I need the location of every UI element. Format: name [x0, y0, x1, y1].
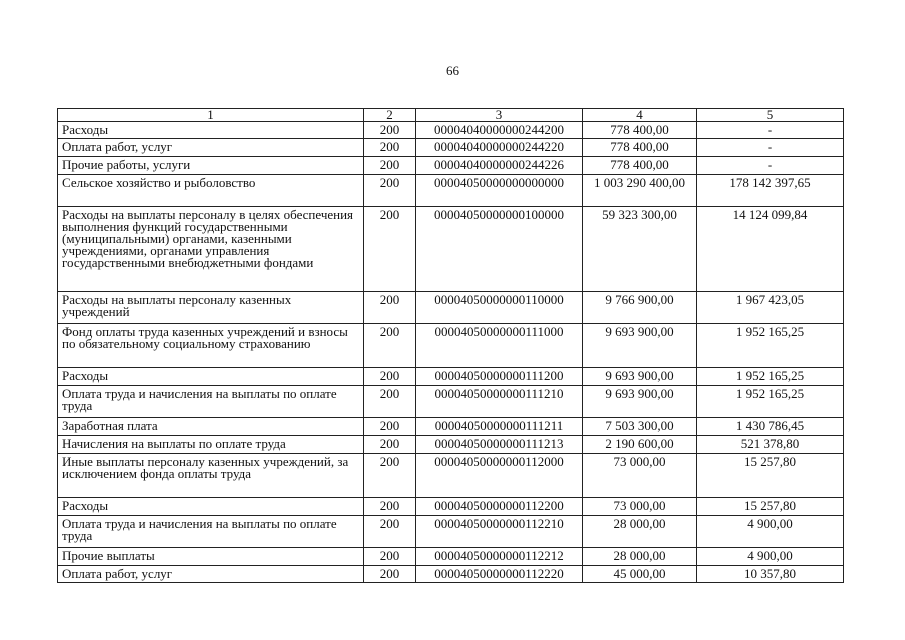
row-exec-amount: 10 357,80 — [697, 566, 844, 583]
row-name: Сельское хозяйство и рыболовство — [58, 175, 364, 207]
page-number: 66 — [446, 63, 459, 78]
row-line-code: 200 — [364, 292, 416, 324]
budget-table — [57, 108, 844, 583]
row-exec-amount: 1 430 786,45 — [697, 418, 844, 436]
row-name: Оплата труда и начисления на выплаты по оплате труда — [58, 386, 364, 418]
row-exec-amount: 15 257,80 — [697, 498, 844, 516]
row-plan-amount: 778 400,00 — [583, 157, 697, 175]
row-line-code: 200 — [364, 122, 416, 139]
row-budget-code: 00004040000000244200 — [416, 122, 583, 139]
row-budget-code: 00004040000000244226 — [416, 157, 583, 175]
row-line-code: 200 — [364, 139, 416, 157]
table-row — [58, 207, 844, 292]
row-name: Расходы на выплаты персоналу казенных учреждений — [58, 292, 364, 324]
row-name: Фонд оплаты труда казенных учреждений и взносы по обязательному социальному страхованию — [58, 324, 364, 368]
row-plan-amount: 778 400,00 — [583, 122, 697, 139]
row-line-code: 200 — [364, 386, 416, 418]
table-row — [58, 454, 844, 498]
row-plan-amount: 28 000,00 — [583, 548, 697, 566]
table-row — [58, 498, 844, 516]
row-plan-amount: 73 000,00 — [583, 454, 697, 498]
row-name: Иные выплаты персоналу казенных учреждений, за исключением фонда оплаты труда — [58, 454, 364, 498]
row-exec-amount: - — [697, 122, 844, 139]
row-budget-code: 00004050000000111200 — [416, 368, 583, 386]
table-row — [58, 139, 844, 157]
table-row — [58, 324, 844, 368]
row-line-code: 200 — [364, 516, 416, 548]
row-exec-amount: 15 257,80 — [697, 454, 844, 498]
row-budget-code: 00004050000000100000 — [416, 207, 583, 292]
row-name: Расходы — [58, 368, 364, 386]
header-cell: 2 — [364, 109, 416, 122]
header-row — [58, 109, 844, 122]
row-plan-amount: 778 400,00 — [583, 139, 697, 157]
row-name: Оплата труда и начисления на выплаты по оплате труда — [58, 516, 364, 548]
row-exec-amount: 14 124 099,84 — [697, 207, 844, 292]
row-plan-amount: 73 000,00 — [583, 498, 697, 516]
row-line-code: 200 — [364, 175, 416, 207]
row-plan-amount: 7 503 300,00 — [583, 418, 697, 436]
row-plan-amount: 1 003 290 400,00 — [583, 175, 697, 207]
row-plan-amount: 28 000,00 — [583, 516, 697, 548]
row-name: Начисления на выплаты по оплате труда — [58, 436, 364, 454]
table-row — [58, 418, 844, 436]
row-name: Расходы на выплаты персоналу в целях обеспечения выполнения функций государственными (муниципальными) органами, казенными учреждениями, органами управления государственными внебюджетными фондами — [58, 207, 364, 292]
row-name: Расходы — [58, 498, 364, 516]
table-row — [58, 566, 844, 583]
table-row — [58, 548, 844, 566]
row-budget-code: 00004050000000000000 — [416, 175, 583, 207]
table-row — [58, 516, 844, 548]
row-exec-amount: 4 900,00 — [697, 516, 844, 548]
row-plan-amount: 9 766 900,00 — [583, 292, 697, 324]
row-line-code: 200 — [364, 157, 416, 175]
row-plan-amount: 9 693 900,00 — [583, 368, 697, 386]
row-name: Расходы — [58, 122, 364, 139]
row-line-code: 200 — [364, 368, 416, 386]
row-exec-amount: - — [697, 139, 844, 157]
row-line-code: 200 — [364, 548, 416, 566]
row-line-code: 200 — [364, 498, 416, 516]
row-name: Оплата работ, услуг — [58, 139, 364, 157]
header-cell: 5 — [697, 109, 844, 122]
row-line-code: 200 — [364, 207, 416, 292]
row-plan-amount: 9 693 900,00 — [583, 386, 697, 418]
row-line-code: 200 — [364, 436, 416, 454]
row-budget-code: 00004040000000244220 — [416, 139, 583, 157]
row-exec-amount: 1 952 165,25 — [697, 368, 844, 386]
row-budget-code: 00004050000000111210 — [416, 386, 583, 418]
table-row — [58, 157, 844, 175]
row-exec-amount: - — [697, 157, 844, 175]
row-line-code: 200 — [364, 324, 416, 368]
row-budget-code: 00004050000000112000 — [416, 454, 583, 498]
row-line-code: 200 — [364, 418, 416, 436]
row-plan-amount: 2 190 600,00 — [583, 436, 697, 454]
row-exec-amount: 1 967 423,05 — [697, 292, 844, 324]
row-budget-code: 00004050000000112220 — [416, 566, 583, 583]
row-exec-amount: 178 142 397,65 — [697, 175, 844, 207]
header-cell: 1 — [58, 109, 364, 122]
table-row — [58, 368, 844, 386]
table-row — [58, 386, 844, 418]
row-name: Заработная плата — [58, 418, 364, 436]
table-row — [58, 436, 844, 454]
row-exec-amount: 1 952 165,25 — [697, 324, 844, 368]
row-plan-amount: 9 693 900,00 — [583, 324, 697, 368]
row-exec-amount: 1 952 165,25 — [697, 386, 844, 418]
header-cell: 3 — [416, 109, 583, 122]
row-plan-amount: 59 323 300,00 — [583, 207, 697, 292]
row-exec-amount: 521 378,80 — [697, 436, 844, 454]
row-name: Оплата работ, услуг — [58, 566, 364, 583]
row-exec-amount: 4 900,00 — [697, 548, 844, 566]
row-line-code: 200 — [364, 566, 416, 583]
table-row — [58, 175, 844, 207]
row-line-code: 200 — [364, 454, 416, 498]
row-budget-code: 00004050000000112210 — [416, 516, 583, 548]
row-budget-code: 00004050000000111211 — [416, 418, 583, 436]
row-name: Прочие выплаты — [58, 548, 364, 566]
header-cell: 4 — [583, 109, 697, 122]
row-budget-code: 00004050000000112212 — [416, 548, 583, 566]
row-name: Прочие работы, услуги — [58, 157, 364, 175]
row-budget-code: 00004050000000112200 — [416, 498, 583, 516]
row-budget-code: 00004050000000111213 — [416, 436, 583, 454]
row-budget-code: 00004050000000110000 — [416, 292, 583, 324]
table-row — [58, 122, 844, 139]
table-row — [58, 292, 844, 324]
row-plan-amount: 45 000,00 — [583, 566, 697, 583]
row-budget-code: 00004050000000111000 — [416, 324, 583, 368]
